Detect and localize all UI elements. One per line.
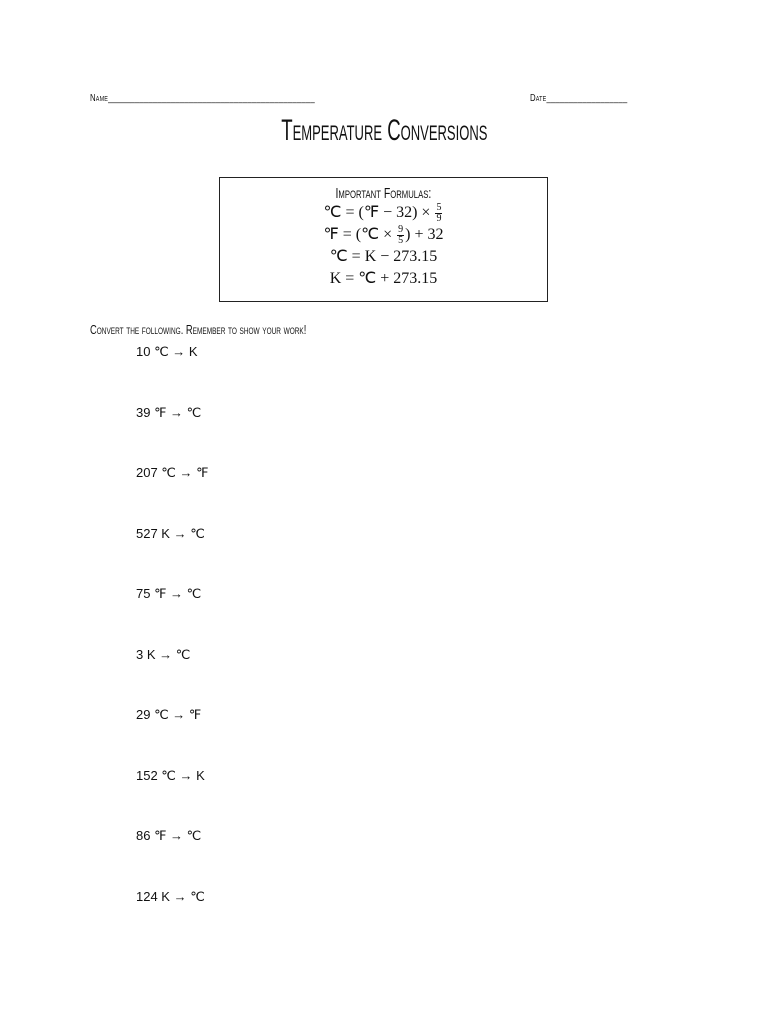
problem-expression: 124 K → ℃ — [136, 889, 205, 904]
formulas-heading-text: Important Formulas: — [335, 185, 432, 202]
fraction-numerator: 9 — [398, 223, 404, 235]
formula-f-to-c-text: ℃ = (℉ − 32) × — [323, 204, 431, 221]
name-field-line[interactable]: Name______________________________________________ — [90, 93, 315, 104]
problem-expression: 29 ℃ → ℉ — [136, 707, 202, 722]
fraction-denominator: 9 — [436, 212, 442, 224]
problem-expression: 207 ℃ → ℉ — [136, 465, 209, 480]
problem-expression: 152 ℃ → K — [136, 768, 205, 783]
fraction-numerator: 5 — [436, 201, 442, 213]
problem-expression: 3 K → ℃ — [136, 647, 191, 662]
formula-k-to-c: ℃ = K − 273.15 — [329, 248, 438, 265]
formula-c-to-k: K = ℃ + 273.15 — [329, 270, 438, 287]
formula-c-to-f-tail: ) + 32 — [405, 226, 444, 243]
problem-expression: 39 ℉ → ℃ — [136, 405, 202, 420]
fraction-denominator: 5 — [398, 234, 404, 246]
problem-expression: 75 ℉ → ℃ — [136, 586, 202, 601]
problem-expression: 527 K → ℃ — [136, 526, 205, 541]
instructions-text: Convert the following. Remember to show your work! — [90, 322, 307, 337]
formula-c-to-f-text: ℉ = (℃ × — [323, 226, 393, 243]
worksheet-title-text: Temperature Conversions — [280, 114, 488, 147]
date-field-line[interactable]: Date__________________ — [530, 93, 628, 104]
problem-expression: 10 ℃ → K — [136, 344, 198, 359]
problem-expression: 86 ℉ → ℃ — [136, 828, 202, 843]
